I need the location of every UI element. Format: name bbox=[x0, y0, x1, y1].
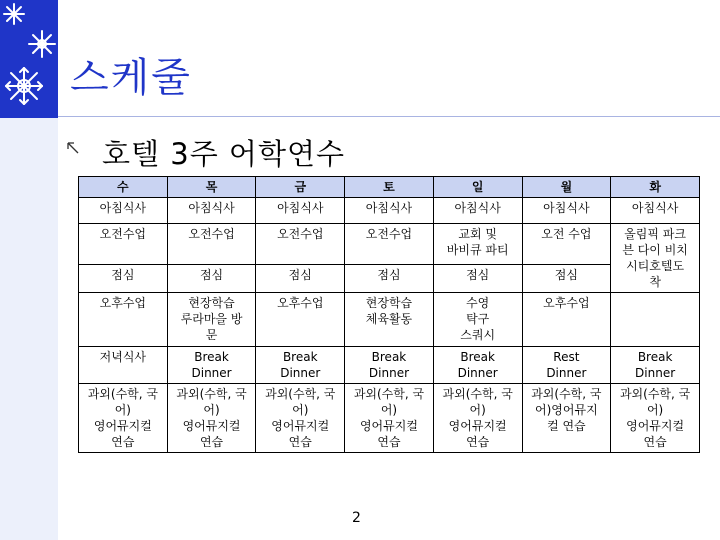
header-cell: 수 bbox=[79, 177, 168, 198]
table-cell: 과외(수학, 국 어) 영어뮤지컬 연습 bbox=[79, 384, 168, 453]
table-cell: Break Dinner bbox=[345, 347, 434, 384]
table-cell: Rest Dinner bbox=[522, 347, 611, 384]
header-cell: 일 bbox=[433, 177, 522, 198]
table-row bbox=[79, 384, 700, 453]
table-cell: 점심 bbox=[167, 264, 256, 292]
table-cell: 아침식사 bbox=[345, 198, 434, 224]
table-row bbox=[79, 347, 700, 384]
table-row bbox=[79, 224, 700, 265]
header-cell: 금 bbox=[256, 177, 345, 198]
title-divider bbox=[58, 116, 720, 117]
table-cell: 저녁식사 bbox=[79, 347, 168, 384]
table-cell: 오전수업 bbox=[167, 224, 256, 265]
table-row bbox=[79, 198, 700, 224]
table-cell: 현장학습 체육활동 bbox=[345, 293, 434, 347]
table-cell: 과외(수학, 국 어) 영어뮤지컬 연습 bbox=[345, 384, 434, 453]
table-cell: Break Dinner bbox=[256, 347, 345, 384]
table-cell: 아침식사 bbox=[79, 198, 168, 224]
table-cell: 오전수업 bbox=[256, 224, 345, 265]
table-cell: 오전 수업 bbox=[522, 224, 611, 265]
table-cell: 점심 bbox=[256, 264, 345, 292]
header-cell: 토 bbox=[345, 177, 434, 198]
table-cell: Break Dinner bbox=[611, 347, 700, 384]
table-cell: 아침식사 bbox=[522, 198, 611, 224]
table-cell: 점심 bbox=[345, 264, 434, 292]
table-cell: 교회 및 바비큐 파티 bbox=[433, 224, 522, 265]
table-cell: 아침식사 bbox=[611, 198, 700, 224]
table-cell: Break Dinner bbox=[433, 347, 522, 384]
header-cell: 월 bbox=[522, 177, 611, 198]
table-cell: 오전수업 bbox=[79, 224, 168, 265]
header-cell: 목 bbox=[167, 177, 256, 198]
table-cell bbox=[611, 293, 700, 347]
slide-title: 스케줄 bbox=[70, 55, 192, 101]
slide-subtitle: 호텔 3주 어학연수 bbox=[102, 137, 345, 171]
table-cell: 오후수업 bbox=[256, 293, 345, 347]
table-row bbox=[79, 264, 700, 292]
table-cell: 과외(수학, 국 어)영어뮤지 컬 연습 bbox=[522, 384, 611, 453]
table-cell: 점심 bbox=[433, 264, 522, 292]
page-number: 2 bbox=[352, 510, 361, 526]
table-cell: 점심 bbox=[79, 264, 168, 292]
table-cell: 수영 탁구 스쿼시 bbox=[433, 293, 522, 347]
arrow-bullet-icon bbox=[66, 140, 80, 159]
table-cell: 아침식사 bbox=[167, 198, 256, 224]
header-cell: 화 bbox=[611, 177, 700, 198]
table-cell: 오전수업 bbox=[345, 224, 434, 265]
table-cell: 현장학습 루라마을 방 문 bbox=[167, 293, 256, 347]
table-cell: 아침식사 bbox=[256, 198, 345, 224]
table-cell: 오후수업 bbox=[79, 293, 168, 347]
table-cell: 점심 bbox=[522, 264, 611, 292]
table-cell: 오후수업 bbox=[522, 293, 611, 347]
table-cell: 과외(수학, 국 어) 영어뮤지컬 연습 bbox=[433, 384, 522, 453]
schedule-table bbox=[78, 176, 700, 453]
table-cell: Break Dinner bbox=[167, 347, 256, 384]
table-header-row bbox=[79, 177, 700, 198]
table-row bbox=[79, 293, 700, 347]
table-cell: 과외(수학, 국 어) 영어뮤지컬 연습 bbox=[256, 384, 345, 453]
snowflake-icon bbox=[0, 0, 58, 118]
table-cell: 아침식사 bbox=[433, 198, 522, 224]
table-cell: 과외(수학, 국 어) 영어뮤지컬 연습 bbox=[167, 384, 256, 453]
table-cell: 과외(수학, 국 어) 영어뮤지컬 연습 bbox=[611, 384, 700, 453]
table-cell: 올림픽 파크 븐 다이 비치 시티호텔도 착 bbox=[611, 224, 700, 293]
